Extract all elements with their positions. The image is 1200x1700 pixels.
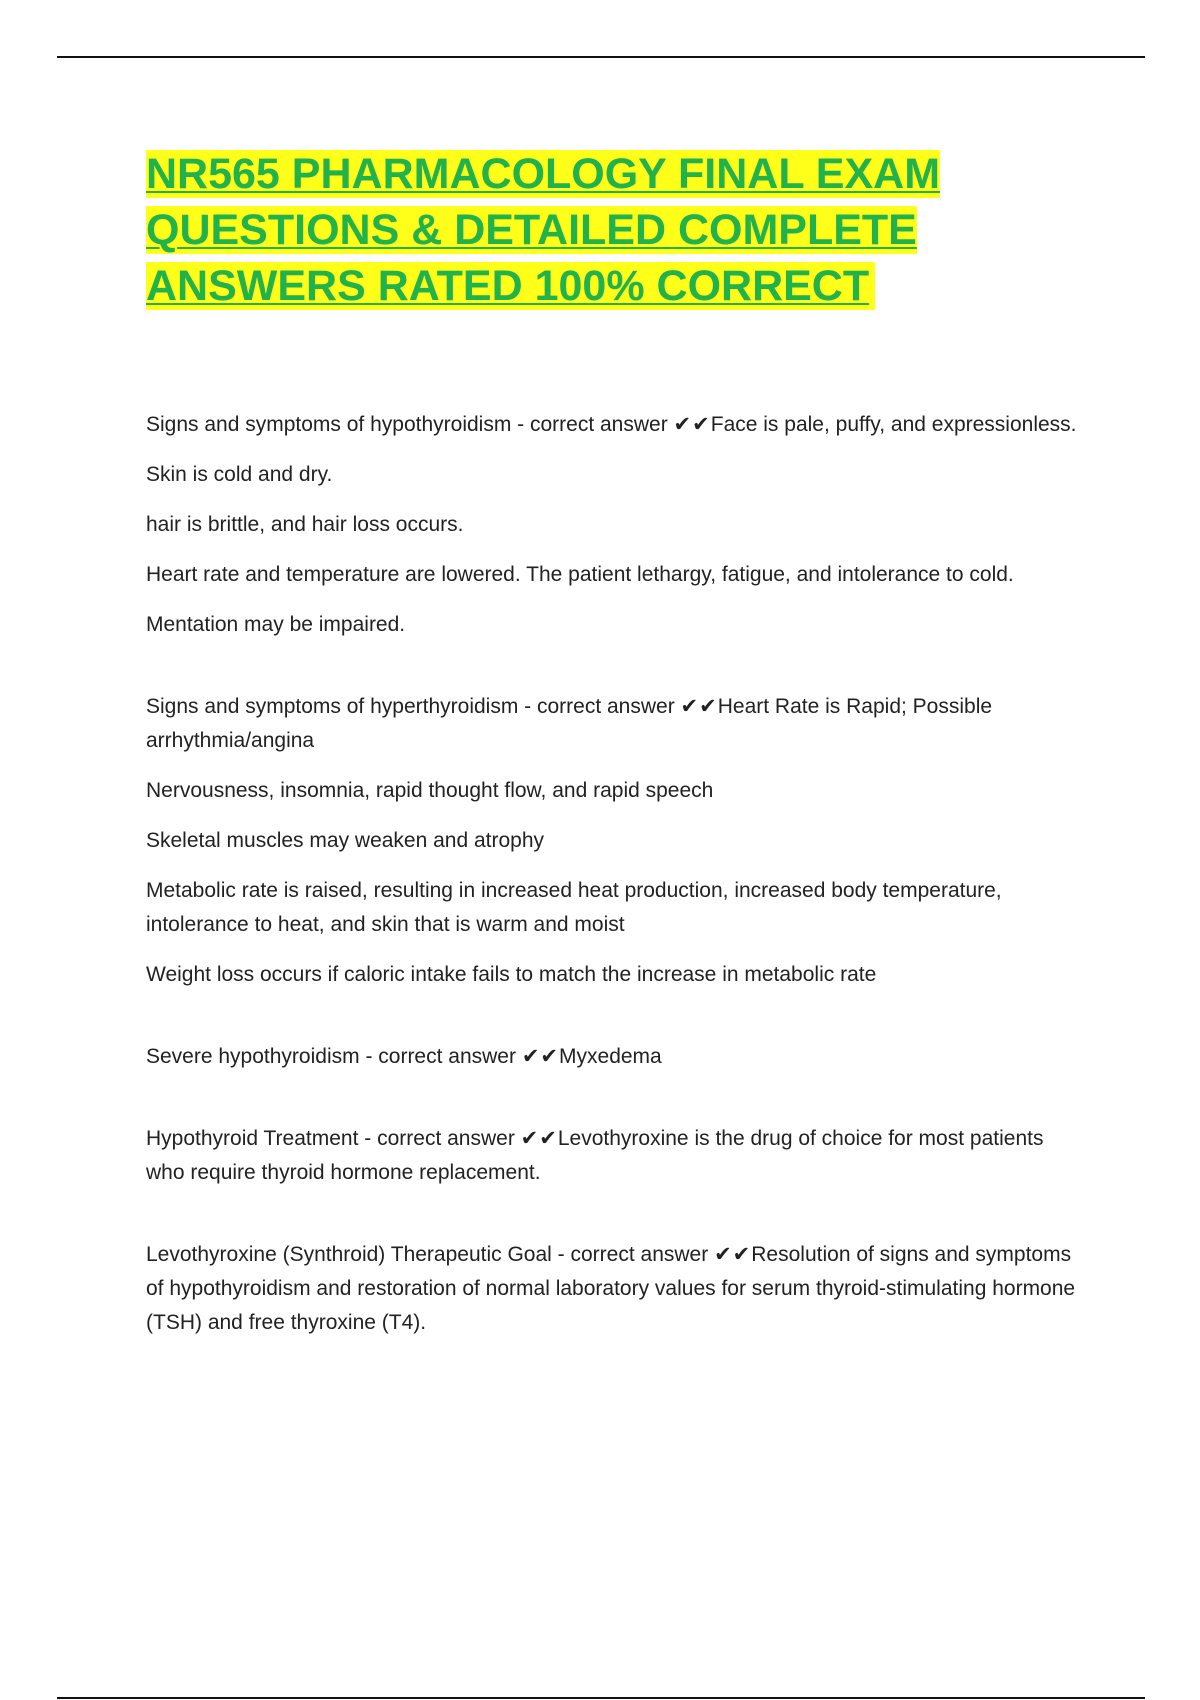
qa-item-hypothyroidism-signs [146,408,1086,642]
answer-line: Weight loss occurs if caloric intake fails to match the increase in metabolic rate [146,963,877,986]
question-text: Hypothyroid Treatment [146,1127,359,1150]
double-check-icon: ✔✔ [673,413,711,436]
qa-question-line [146,1040,1086,1074]
answer-line: Skeletal muscles may weaken and atrophy [146,829,545,852]
answer-line: Mentation may be impaired. [146,613,406,636]
answer-separator: - correct answer [359,1045,522,1068]
qa-item-severe-hypothyroidism [146,1040,1086,1074]
footer-rule [57,1697,1145,1699]
document-title-text: NR565 PHARMACOLOGY FINAL EXAM QUESTIONS & DETAILED COMPLETE ANSWERS RATED 100% CORRECT [146,150,941,310]
answer-line: hair is brittle, and hair loss occurs. [146,513,464,536]
qa-item-hyperthyroidism-signs [146,690,1086,992]
answer-separator: - correct answer [358,1127,521,1150]
question-text: Levothyroxine (Synthroid) Therapeutic Goal [146,1243,552,1266]
answer-text: Resolution of signs and symptoms of hypothyroidism and restoration of normal laboratory values for serum thyroid-stimulating hormone (TSH) and free thyroxine (T4). [146,1243,1076,1334]
answer-text: Heart Rate is Rapid; Possible arrhythmia/angina [146,695,993,752]
qa-question-line [146,690,1086,758]
double-check-icon: ✔✔ [520,1127,558,1150]
answer-text: Face is pale, puffy, and expressionless. [710,413,1077,436]
qa-question-line [146,1122,1086,1190]
double-check-icon: ✔✔ [521,1045,560,1068]
question-text: Signs and symptoms of hypothyroidism [146,413,512,436]
double-check-icon: ✔✔ [714,1243,752,1266]
answer-text: Myxedema [559,1045,662,1068]
qa-question-line [146,408,1086,442]
answer-separator: - correct answer [551,1243,715,1266]
answer-separator: - correct answer [518,695,681,718]
answer-text: Levothyroxine is the drug of choice for most patients who require thyroid hormone replacement. [146,1127,1044,1184]
question-text: Severe hypothyroidism [146,1045,360,1068]
document-title [146,146,1076,314]
question-text: Signs and symptoms of hyperthyroidism [146,695,519,718]
answer-line: Heart rate and temperature are lowered. The patient lethargy, fatigue, and intolerance to cold. [146,563,1014,586]
qa-item-hypothyroid-treatment [146,1122,1086,1190]
answer-line: Nervousness, insomnia, rapid thought flow, and rapid speech [146,779,714,802]
qa-list [146,408,1086,1356]
answer-separator: - correct answer [511,413,674,436]
double-check-icon: ✔✔ [680,695,718,718]
qa-item-levothyroxine-goal [146,1238,1086,1340]
answer-line: Metabolic rate is raised, resulting in increased heat production, increased body temperature, intolerance to heat, and skin that is warm and moist [146,879,1002,936]
qa-question-line [146,1238,1086,1340]
answer-line: Skin is cold and dry. [146,463,333,486]
header-rule [57,56,1145,58]
